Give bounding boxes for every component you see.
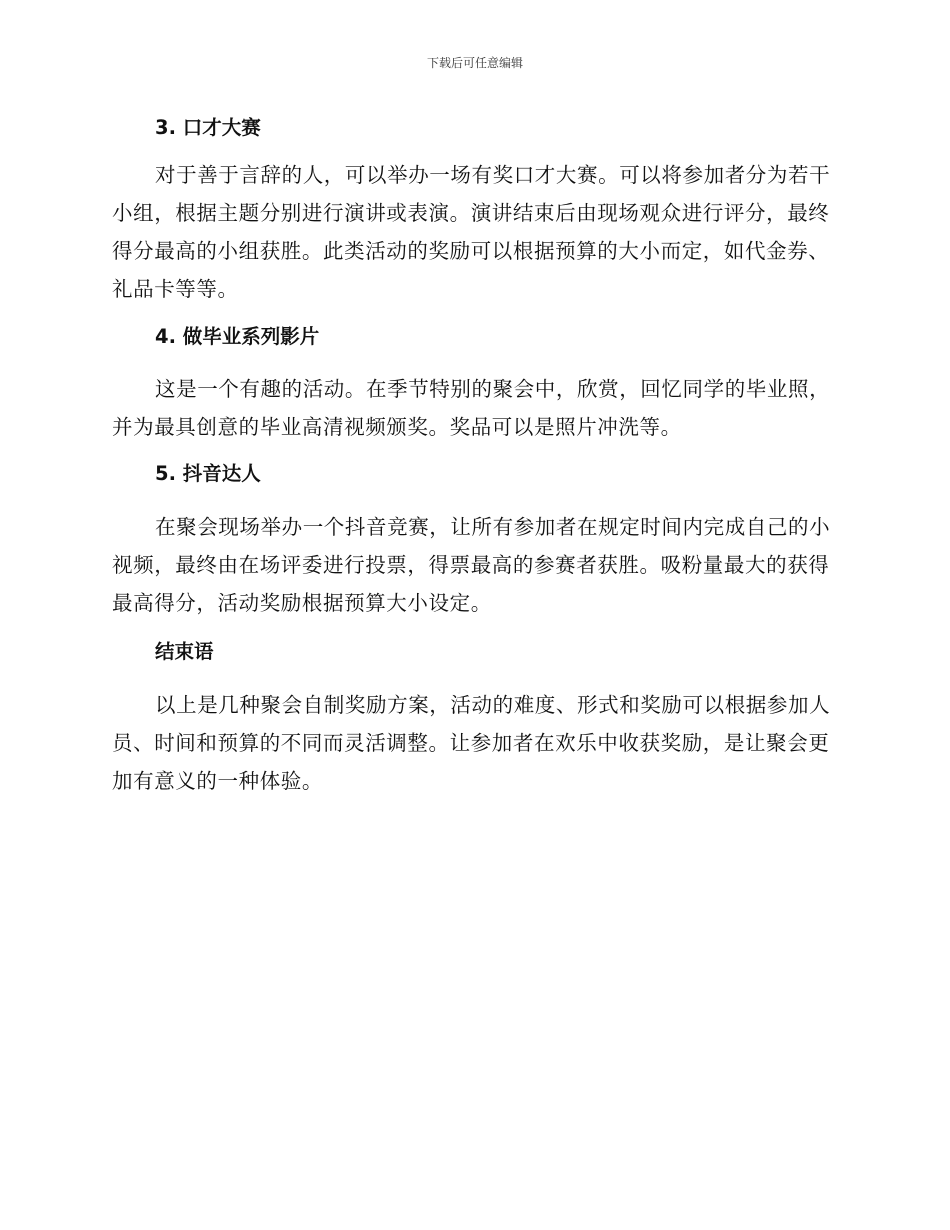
section-heading-eloquence-contest: 3. 口才大赛 bbox=[155, 116, 261, 139]
section-heading-graduation-film: 4. 做毕业系列影片 bbox=[155, 325, 320, 348]
section-paragraph-douyin-expert: 在聚会现场举办一个抖音竞赛，让所有参加者在规定时间内完成自己的小视频，最终由在场评委进行投票，得票最高的参赛者获胜。吸粉量最大的获得最高得分，活动奖励根据预算大小设定。 bbox=[112, 515, 831, 615]
page-header: 下载后可任意编辑 bbox=[426, 56, 523, 70]
section-paragraph-graduation-film: 这是一个有趣的活动。在季节特别的聚会中，欣赏，回忆同学的毕业照，并为最具创意的毕业高清视频颁奖。奖品可以是照片冲洗等。 bbox=[112, 377, 831, 439]
section-paragraph-conclusion: 以上是几种聚会自制奖励方案，活动的难度、形式和奖励可以根据参加人员、时间和预算的不同而灵活调整。让参加者在欢乐中收获奖励，是让聚会更加有意义的一种体验。 bbox=[112, 693, 831, 793]
section-paragraph-eloquence-contest: 对于善于言辞的人，可以举办一场有奖口才大赛。可以将参加者分为若干小组，根据主题分别进行演讲或表演。演讲结束后由现场观众进行评分，最终得分最高的小组获胜。此类活动的奖励可以根据预算的大小而定，如代金券、礼品卡等等。 bbox=[112, 163, 831, 301]
section-heading-conclusion: 结束语 bbox=[155, 640, 214, 663]
document-body bbox=[112, 112, 832, 800]
section-heading-douyin-expert: 5. 抖音达人 bbox=[155, 462, 261, 485]
